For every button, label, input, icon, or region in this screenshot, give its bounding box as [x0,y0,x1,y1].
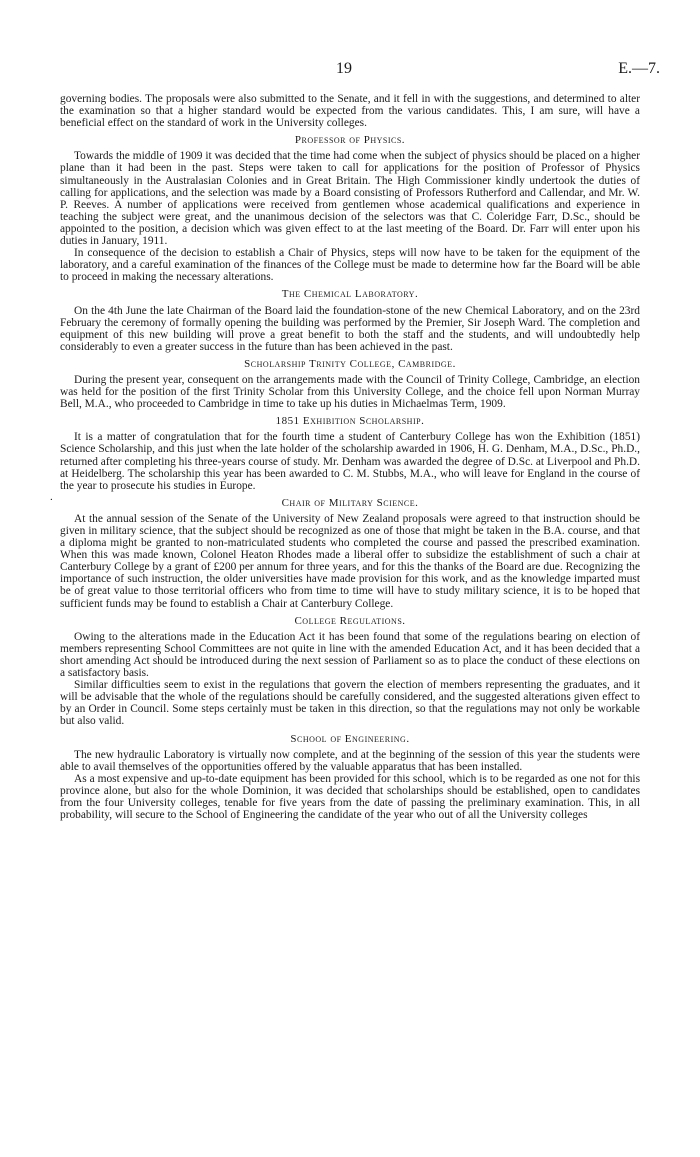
section-heading-military-science: Chair of Military Science. [281,496,419,509]
paragraph: Towards the middle of 1909 it was decided that the time had come when the subject of physics should be placed on a higher plane than it had been in the past. Steps were taken to call for applications for the position of Professor of Physics simultaneously in the Australasian Colonies and in Great Britain. The High Commissioner kindly undertook the duties of calling for applications, and the selection was made by a Board consisting of Professors Rutherford and Callendar, and Mr. W. P. Reeves. A number of applications were received from gentlemen whose academical qualifications and experience in teaching the subject were great, and the unanimous decision of the selectors was that C. Coleridge Farr, D.Sc., should be appointed to the position, a decision which was given effect to at the last meeting of the Board. Dr. Farr will enter upon his duties in January, 1911. [60,150,640,248]
paragraph: Owing to the alterations made in the Education Act it has been found that some of the regulations bearing on election of members representing School Committees are not quite in line with the amended Education Act, and it has been decided that a short amending Act should be introduced during the next session of Parliament so as to place the conduct of these elections on a satisfactory basis. [60,630,640,680]
section-heading-physics: Professor of Physics. [294,134,406,147]
paragraph: In consequence of the decision to establish a Chair of Physics, steps will now have to be taken for the equipment of the laboratory, and a careful examination of the finances of the College must be made to determine how far the Board will be able to proceed in making the necessary alterations. [60,247,640,284]
section-heading-college-regulations: College Regulations. [294,614,406,627]
paragraph: As a most expensive and up-to-date equipment has been provided for this school, which is to be regarded as one not for this province alone, but also for the whole Dominion, it was decided that scholarships should be established, open to candidates from the four University colleges, tenable for five years from the date of passing the preliminary examination. This, in all probability, will secure to the School of Engineering the candidate of the year who out of all the University colleges [60,772,640,822]
page-header [0,60,700,80]
paragraph: At the annual session of the Senate of the University of New Zealand proposals were agreed to that instruction should be given in military science, that the subject should be recognized as one of those that might be taken in the B.A. course, and that a diploma might be granted to non-matriculated students who completed the course and passed the prescribed examination. When this was made known, Colonel Heaton Rhodes made a liberal offer to subsidize the establishment of such a chair at Canterbury College by a grant of £200 per annum for three years, and for this the thanks of the Board are due. Recognizing the importance of such instruction, the older universities have made provision for this work, and as the knowledge imparted must be of great value to those territorial officers who from time to time will have to study military science, it is to be hoped that sufficient funds may be found to establish a Chair at Canterbury College. [60,512,640,610]
section-heading-trinity-scholarship: Scholarship Trinity College, Cambridge. [244,357,456,370]
margin-mark: . [50,491,53,503]
paragraph: It is a matter of congratulation that for the fourth time a student of Canterbury College has won the Exhibition (1851) Science Scholarship, and this just when the late holder of the scholarship awarded in 1906, H. G. Denham, M.A., D.Sc., Ph.D., returned after completing his three-years course of study. Mr. Denham was awarded the degree of D.Sc. at Liverpool and Ph.D. at Heidelberg. The scholarship this year has been awarded to C. M. Stubbs, M.A., who will leave for England in the course of the year to prosecute his studies in Europe. [60,431,640,492]
paragraph: The new hydraulic Laboratory is virtually now complete, and at the beginning of the session of this year the students were able to avail themselves of the opportunities offered by the valuable apparatus that has been installed. [60,748,640,773]
paragraph: During the present year, consequent on the arrangements made with the Council of Trinity College, Cambridge, an election was held for the position of the first Trinity Scholar from this University College, and the choice fell upon Norman Murray Bell, M.A., who proceeded to Cambridge in time to take up his duties in Michaelmas Term, 1909. [60,373,640,411]
paragraph: Similar difficulties seem to exist in the regulations that govern the election of members representing the graduates, and it will be advisable that the whole of the regulations should be carefully considered, and the suggested alterations given effect to by an Order in Council. Some steps certainly must be taken in this direction, so that the regulations may not only be workable but also valid. [60,679,640,728]
body-text [60,93,640,821]
section-heading-exhibition-scholarship: 1851 Exhibition Scholarship. [275,415,425,428]
series-reference: E.—7. [618,60,660,77]
page-number: 19 [336,60,352,77]
section-heading-chemical-laboratory: The Chemical Laboratory. [281,288,419,301]
paragraph: On the 4th June the late Chairman of the Board laid the foundation-stone of the new Chemical Laboratory, and on the 23rd February the ceremony of formally opening the building was performed by the Premier, Sir Joseph Ward. The completion and equipment of this new building will prove a great benefit to both the staff and the students, and will undoubtedly help considerably to even a greater success in the future than has been achieved in the past. [60,304,640,353]
section-heading-engineering: School of Engineering. [290,732,410,745]
paragraph: governing bodies. The proposals were also submitted to the Senate, and it fell in with the suggestions, and determined to alter the examination so that a higher standard would be expected from the various candidates. This, I am sure, will have a beneficial effect on the standard of work in the University colleges. [60,93,640,130]
